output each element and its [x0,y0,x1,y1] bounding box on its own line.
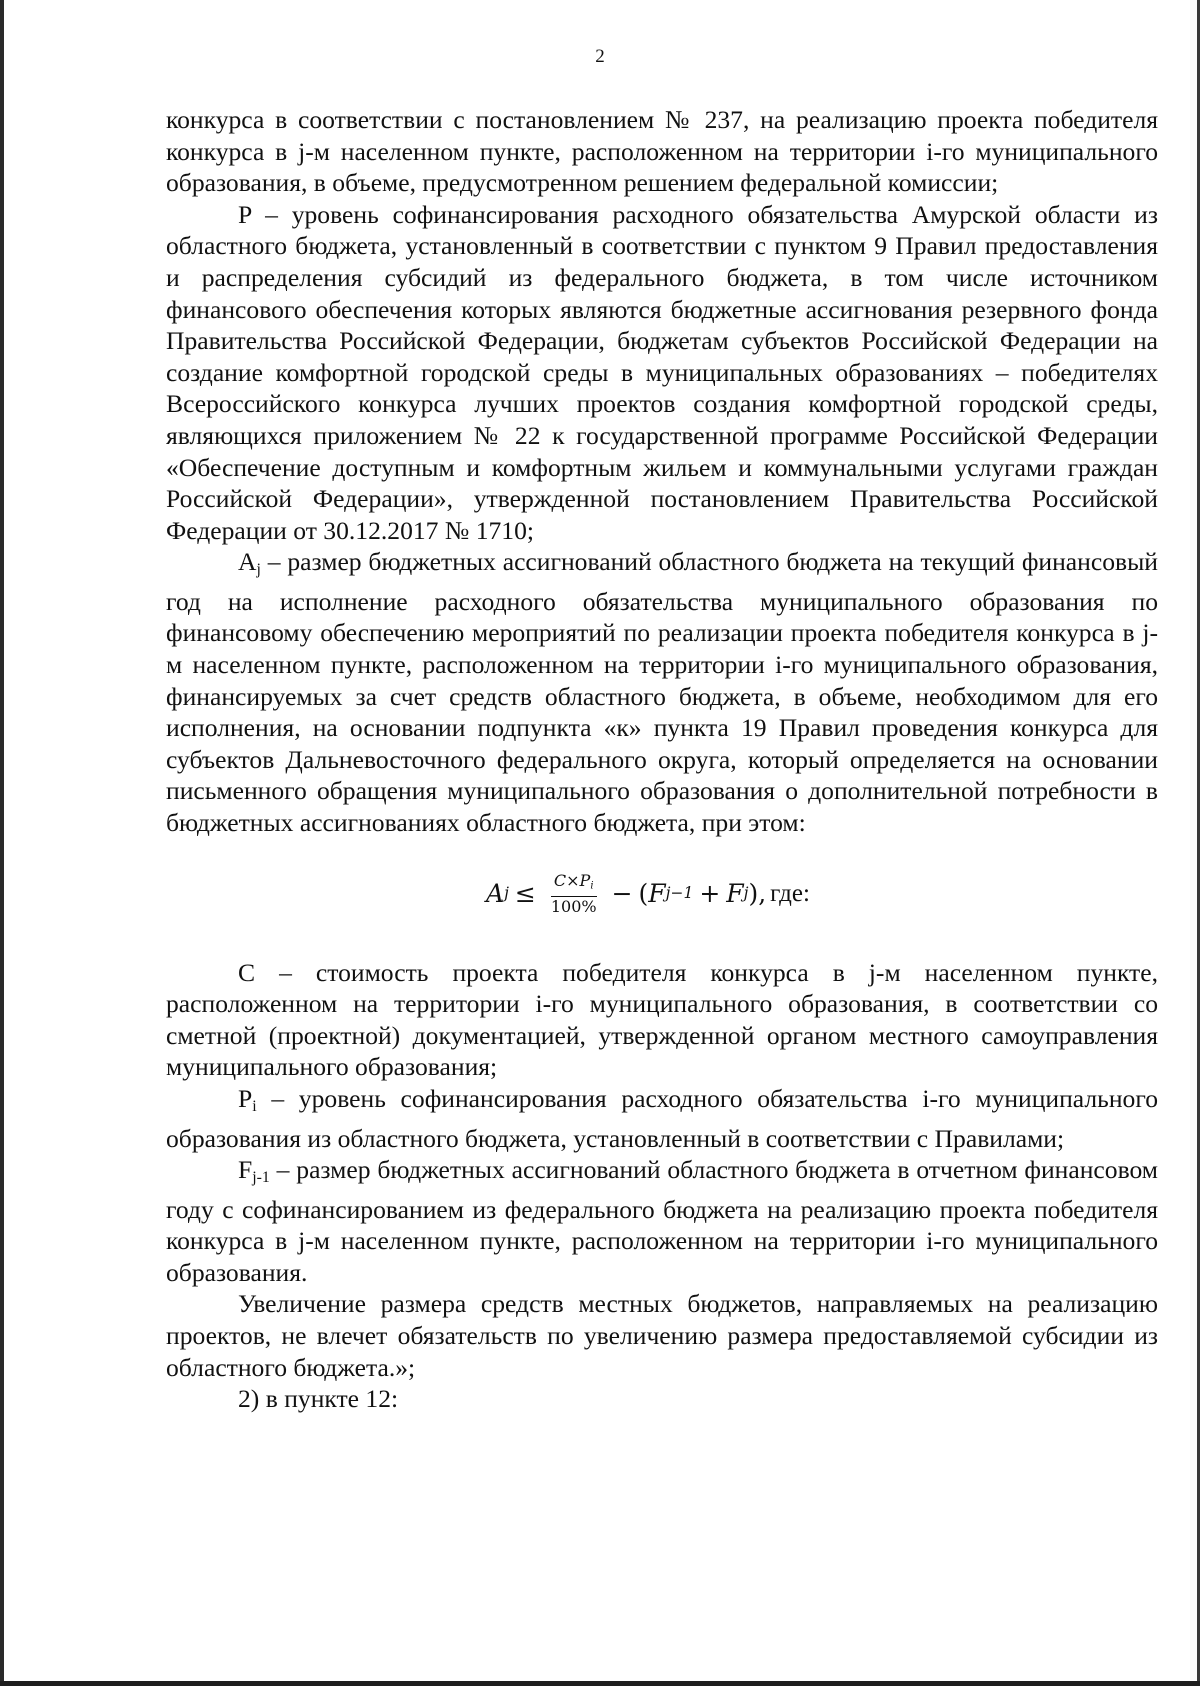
formula-close-paren: ), [748,879,767,909]
fj1-symbol: F [238,1155,253,1185]
formula-lhs: A [486,879,505,909]
formula-block [166,861,1158,935]
formula-fraction [548,871,600,917]
numerator-text: C×P [553,870,591,890]
paragraph-continuation: конкурса в соответствии с постановлением № 237, на реализацию проекта победителя конкурса в j-м населенном пункте, расположенном на территории i-го муниципального образования, в объеме, предусмотренном решением федеральной комиссии; [166,105,1158,198]
paragraph-p-definition: P – уровень софинансирования расходного обязательства Амурской области из областного бюджета, установленный в соответствии с пунктом 9 Правил предоставления и распределения субсидий из федерального бюджета, в том числе источником финансового обеспечения которых являются бюджетные ассигнования резервного фонда Правительства Российской Федерации, бюджетам субъектов Российской Федерации на создание комфортной городской среды в муниципальных образованиях – победителях Всероссийского конкурса лучших проектов создания комфортной городской среды, являющихся приложением № 22 к государственной программе Российской Федерации «Обеспечение доступным и комфортным жильем и коммунальными услугами граждан Российской Федерации», утвержденной постановлением Правительства Российской Федерации от 30.12.2017 № 1710; [166,199,1158,545]
aj-text: – размер бюджетных ассигнований областного бюджета на текущий финансовый год на исполнение расходного обязательства муниципального образования по финансовому обеспечению мероприятий по реализации проекта победителя конкурса в j-м населенном пункте, расположенном на территории i-го муниципального образования, финансируемых за счет средств областного бюджета, в объеме, необходимом для его исполнения, на основании подпункта «к» пункта 19 Правил проведения конкурса для субъектов Дальневосточного федерального округа, который определяется на основании письменного обращения муниципального образования о дополнительной потребности в бюджетных ассигнованиях областного бюджета, при этом: [166,547,1158,838]
formula-suffix: где: [770,880,810,908]
pi-text: – уровень софинансирования расходного обязательства i-го муниципального образования из областного бюджета, установленный в соответствии с Правилами; [166,1083,1158,1153]
aj-subscript: j [256,561,261,579]
document-body [166,104,1158,1415]
paragraph-item-2: 2) в пункте 12: [238,1384,399,1414]
formula-relation: ≤ [514,879,536,909]
fj1-text: – размер бюджетных ассигнований областного бюджета в отчетном финансовом году с софинансированием из федерального бюджета на реализацию проекта победителя конкурса в j-м населенном пункте, расположенном на территории i-го муниципального образования. [166,1155,1158,1287]
scan-edge-bottom [0,1681,1200,1686]
scan-edge-left [0,0,4,1686]
formula-term1-sub: j−1 [665,884,694,903]
fj1-subscript: j-1 [252,1169,270,1187]
aj-symbol: A [238,547,257,577]
formula-term1: F [648,879,666,909]
formula-term2-sub: j [743,884,749,903]
formula-denominator: 100% [550,897,597,917]
pi-subscript: i [252,1097,257,1115]
paragraph-budget-note: Увеличение размера средств местных бюджетов, направляемых на реализацию проектов, не влечет обязательств по увеличению размера предоставляемой субсидии из областного бюджета.»; [166,1289,1158,1382]
formula-open-paren: ( [638,879,649,909]
paragraph-aj-definition [166,546,1158,838]
formula-minus: − [611,879,633,909]
paragraph-pi-definition [166,1083,1158,1154]
page-number: 2 [595,46,605,67]
paragraph-c-definition: C – стоимость проекта победителя конкурса в j-м населенном пункте, расположенном на территории i-го муниципального образования, в соответствии со сметной (проектной) документацией, утвержденной органом местного самоуправления муниципального образования; [166,957,1158,1082]
formula-numerator [551,871,597,897]
pi-symbol: P [238,1083,253,1113]
formula-term2: F [726,879,744,909]
formula-plus: + [699,879,721,909]
paragraph-fj1-definition [166,1154,1158,1288]
numerator-sub: i [590,880,594,892]
formula-lhs-sub: j [504,884,509,903]
formula [486,871,810,917]
